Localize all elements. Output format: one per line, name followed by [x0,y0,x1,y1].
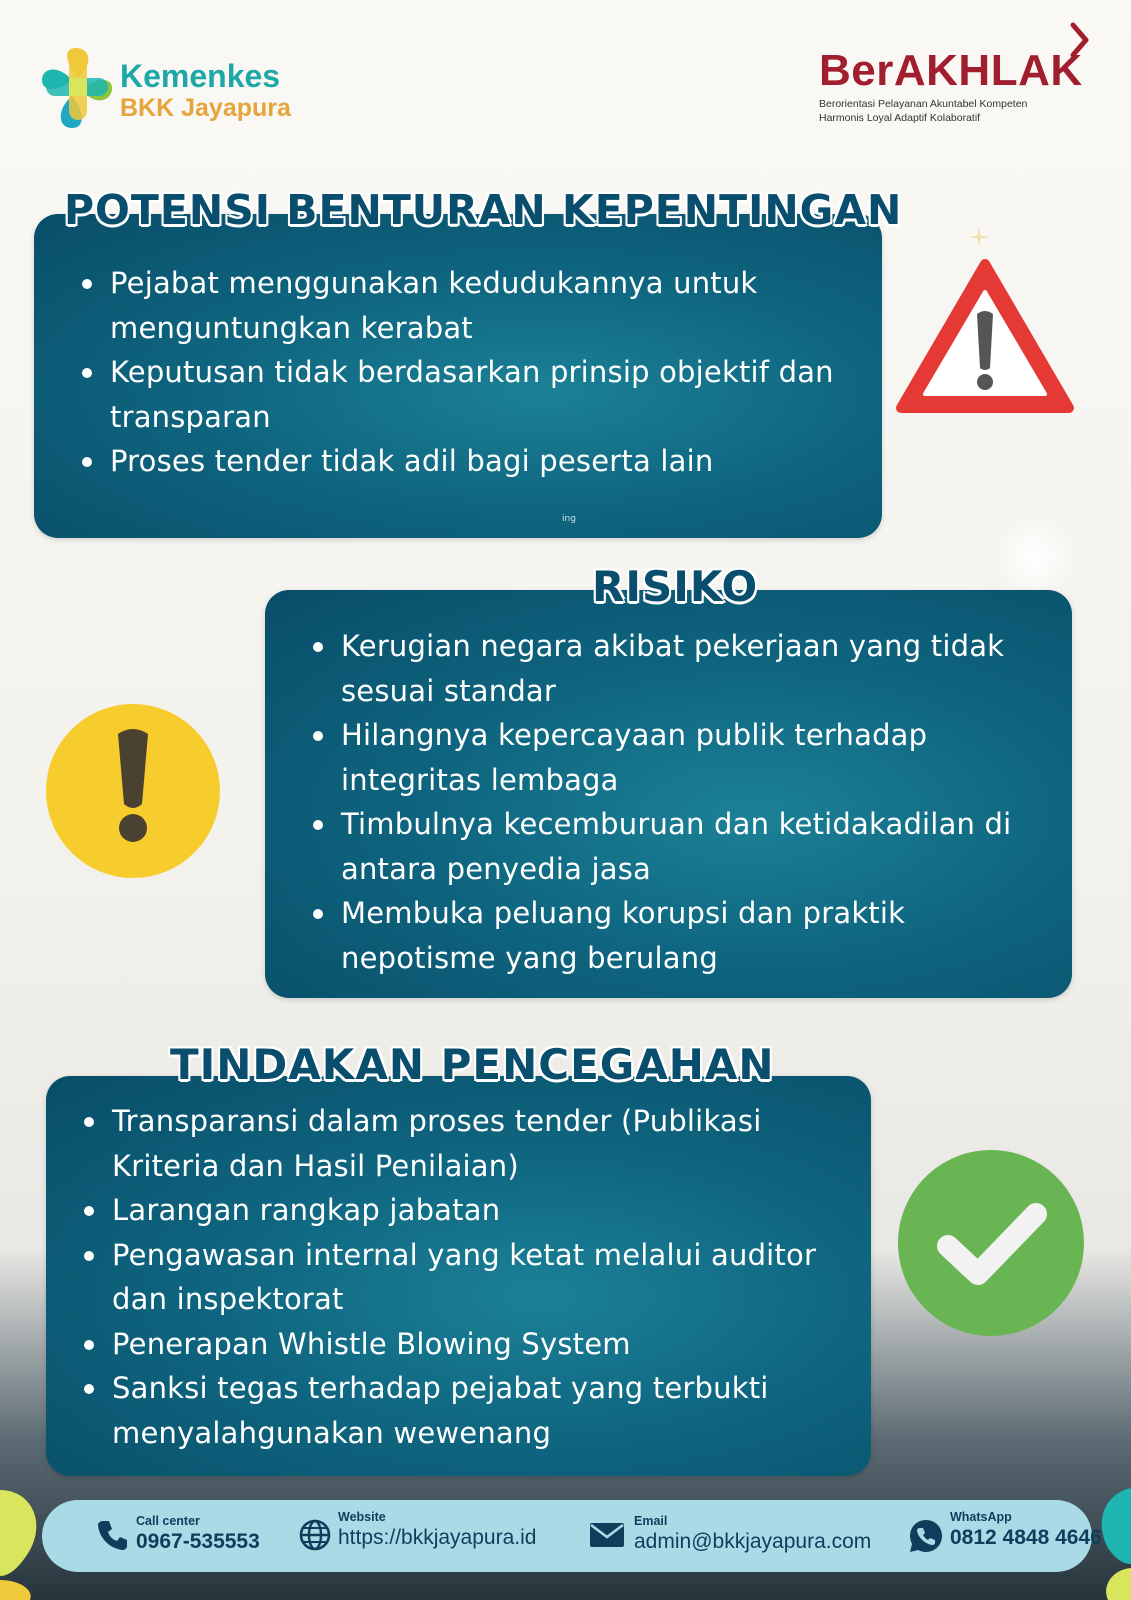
card-risiko [265,590,1072,998]
website-value[interactable]: https://bkkjayapura.id [338,1526,537,1549]
email-value[interactable]: admin@bkkjayapura.com [634,1530,872,1553]
warning-triangle-icon [895,258,1075,418]
berakhlak-logo [819,22,1091,132]
list-item: Pejabat menggunakan kedudukannya untuk menguntungkan kerabat [74,261,854,350]
section-heading-risiko: RISIKO [592,562,759,611]
whatsapp-label: WhatsApp [950,1510,1012,1524]
email-label: Email [634,1514,668,1528]
kemenkes-logo [36,44,316,134]
section-heading-potensi: POTENSI BENTURAN KEPENTINGAN [64,186,903,234]
website-label: Website [338,1510,386,1524]
berakhlak-values-line2: Harmonis Loyal Adaptif Kolaboratif [819,112,981,124]
card-potensi [34,214,882,538]
sparkle-icon [968,226,990,248]
mail-icon [588,1518,626,1552]
chevron-right-icon [1069,22,1091,58]
glow-decoration [990,512,1080,602]
list-pencegahan [76,1099,856,1455]
list-risiko [305,624,1055,980]
globe-icon [298,1518,332,1552]
list-item: Kerugian negara akibat pekerjaan yang tidak sesuai standar [305,624,1055,713]
list-item: Sanksi tegas terhadap pejabat yang terbukti menyalahgunakan wewenang [76,1366,856,1455]
list-item: Timbulnya kecemburuan dan ketidakadilan di antara penyedia jasa [305,802,1055,891]
call-center-value: 0967-535553 [136,1530,260,1553]
whatsapp-icon [908,1518,944,1554]
card-note: ing [562,514,576,524]
kemenkes-unit: BKK Jayapura [120,94,291,122]
check-circle-icon [898,1150,1084,1336]
list-item: Penerapan Whistle Blowing System [76,1322,856,1367]
exclamation-circle-icon [46,704,220,878]
list-item: Pengawasan internal yang ketat melalui auditor dan inspektorat [76,1233,856,1322]
call-center-label: Call center [136,1514,200,1528]
phone-icon [96,1518,130,1552]
kemenkes-name: Kemenkes [120,58,281,94]
list-potensi [74,261,854,484]
list-item: Hilangnya kepercayaan publik terhadap integritas lembaga [305,713,1055,802]
list-item: Membuka peluang korupsi dan praktik nepotisme yang berulang [305,891,1055,980]
list-item: Proses tender tidak adil bagi peserta lain [74,439,854,484]
berakhlak-wordmark: BerAKHLAK [819,46,1083,95]
whatsapp-value: 0812 4848 4646 [950,1526,1102,1549]
kemenkes-flower-logo-icon [36,44,118,132]
card-pencegahan [46,1076,871,1476]
list-item: Keputusan tidak berdasarkan prinsip objektif dan transparan [74,350,854,439]
footer-contact-bar [42,1500,1102,1572]
list-item: Transparansi dalam proses tender (Publikasi Kriteria dan Hasil Penilaian) [76,1099,856,1188]
section-heading-pencegahan: TINDAKAN PENCEGAHAN [170,1040,775,1089]
berakhlak-values-line1: Berorientasi Pelayanan Akuntabel Kompeten [819,98,1028,110]
list-item: Larangan rangkap jabatan [76,1188,856,1233]
